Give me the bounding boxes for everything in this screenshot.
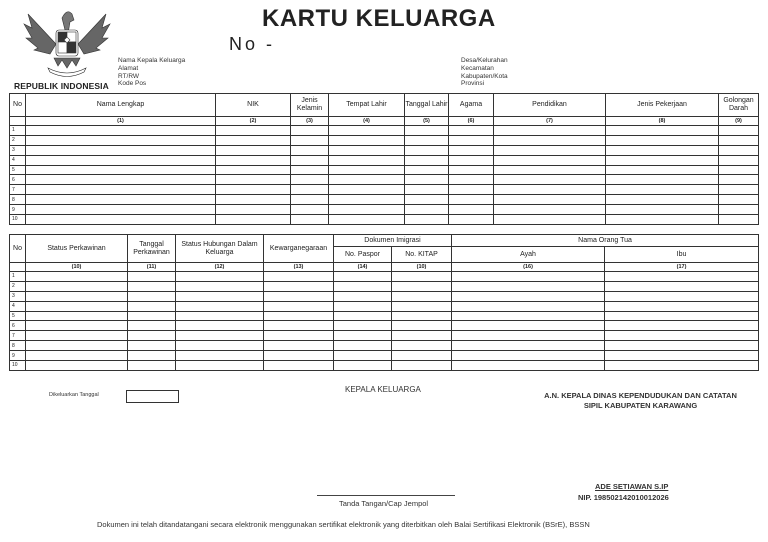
- table-cell: [405, 145, 449, 155]
- table-cell: [494, 145, 606, 155]
- table-cell: [264, 291, 334, 301]
- table-cell: [719, 155, 759, 165]
- table-cell: [449, 165, 494, 175]
- table-cell: [719, 126, 759, 136]
- table-cell: [719, 165, 759, 175]
- table-cell: [605, 321, 759, 331]
- table-cell: [494, 155, 606, 165]
- row-number: 6: [10, 321, 26, 331]
- col-header-jenis-pekerjaan: Jenis Pekerjaan: [606, 94, 719, 117]
- signatory-authority: [533, 391, 748, 411]
- col-header-agama: Agama: [449, 94, 494, 117]
- table-cell: [216, 195, 291, 205]
- table-cell: [291, 165, 329, 175]
- table-cell: [26, 281, 128, 291]
- family-status-table: [9, 234, 759, 371]
- table-cell: [26, 135, 216, 145]
- table-cell: [334, 272, 392, 282]
- table1-header-row: [10, 94, 759, 117]
- table1-column-number-row: [10, 117, 759, 126]
- table-cell: [405, 126, 449, 136]
- table-cell: [334, 321, 392, 331]
- table-cell: [334, 311, 392, 321]
- table-cell: [26, 185, 216, 195]
- table2-header-row: [10, 235, 759, 247]
- table-cell: [264, 351, 334, 361]
- row-number: 4: [10, 301, 26, 311]
- table-row: [10, 135, 759, 145]
- table-cell: [494, 175, 606, 185]
- col-header-kewarganegaraan: Kewarganegaraan: [264, 235, 334, 263]
- table-cell: [392, 272, 452, 282]
- table-cell: [605, 291, 759, 301]
- table-cell: [334, 331, 392, 341]
- table-cell: [329, 126, 405, 136]
- table-cell: [128, 311, 176, 321]
- table-cell: [606, 155, 719, 165]
- authority-line-2: SIPIL KABUPATEN KARAWANG: [583, 401, 698, 410]
- family-members-table: [9, 93, 759, 225]
- col-number: (4): [329, 117, 405, 126]
- table-cell: [405, 185, 449, 195]
- row-number: 2: [10, 281, 26, 291]
- table-cell: [405, 165, 449, 175]
- table-cell: [449, 185, 494, 195]
- table-cell: [26, 145, 216, 155]
- table-cell: [176, 321, 264, 331]
- table-cell: [452, 272, 605, 282]
- table-cell: [452, 311, 605, 321]
- table-cell: [605, 331, 759, 341]
- row-number: 8: [10, 195, 26, 205]
- table-cell: [216, 155, 291, 165]
- table-cell: [606, 145, 719, 155]
- table-cell: [606, 185, 719, 195]
- table-row: [10, 215, 759, 225]
- table-cell: [449, 135, 494, 145]
- table-cell: [291, 175, 329, 185]
- signature-line: [317, 495, 455, 496]
- table-cell: [128, 301, 176, 311]
- table-cell: [176, 331, 264, 341]
- table-cell: [494, 126, 606, 136]
- col-number: (14): [334, 263, 392, 272]
- row-number: 10: [10, 215, 26, 225]
- table-cell: [392, 341, 452, 351]
- col-header-golongan-darah: Golongan Darah: [719, 94, 759, 117]
- table-row: [10, 311, 759, 321]
- official-name: ADE SETIAWAN S.IP: [595, 482, 669, 491]
- table-cell: [719, 205, 759, 215]
- table-cell: [176, 301, 264, 311]
- field-label-kepala-keluarga: Nama Kepala Keluarga: [118, 57, 186, 64]
- table-cell: [128, 321, 176, 331]
- document-title: KARTU KELUARGA: [262, 5, 496, 32]
- table-cell: [606, 215, 719, 225]
- table-cell: [452, 341, 605, 351]
- table-cell: [392, 361, 452, 371]
- table-row: [10, 185, 759, 195]
- table-cell: [26, 175, 216, 185]
- col-header-no: No: [10, 235, 26, 263]
- row-number: 4: [10, 155, 26, 165]
- table-cell: [329, 195, 405, 205]
- row-number: 7: [10, 185, 26, 195]
- table-cell: [329, 145, 405, 155]
- table-cell: [452, 351, 605, 361]
- table-cell: [719, 185, 759, 195]
- row-number: 1: [10, 272, 26, 282]
- table-cell: [26, 165, 216, 175]
- table-cell: [392, 331, 452, 341]
- table-cell: [452, 281, 605, 291]
- table-cell: [329, 185, 405, 195]
- row-number: 6: [10, 175, 26, 185]
- table-cell: [605, 311, 759, 321]
- table-cell: [329, 205, 405, 215]
- table-cell: [494, 165, 606, 175]
- table-cell: [216, 185, 291, 195]
- table-cell: [176, 351, 264, 361]
- table-cell: [606, 135, 719, 145]
- table-cell: [405, 155, 449, 165]
- table-cell: [719, 145, 759, 155]
- col-number: (2): [216, 117, 291, 126]
- col-header-nama-lengkap: Nama Lengkap: [26, 94, 216, 117]
- col-header-tanggal-perkawinan: Tanggal Perkawinan: [128, 235, 176, 263]
- table2-column-number-row: [10, 263, 759, 272]
- table-cell: [216, 165, 291, 175]
- table-cell: [449, 195, 494, 205]
- table-cell: [128, 351, 176, 361]
- table-cell: [264, 331, 334, 341]
- table-row: [10, 272, 759, 282]
- col-number: (9): [719, 117, 759, 126]
- table-cell: [26, 215, 216, 225]
- table-cell: [176, 272, 264, 282]
- col-header-tanggal-lahir: Tanggal Lahir: [405, 94, 449, 117]
- table-cell: [494, 205, 606, 215]
- col-header-ayah: Ayah: [452, 247, 605, 263]
- col-header-no: No: [10, 94, 26, 117]
- table-cell: [449, 145, 494, 155]
- table-cell: [392, 321, 452, 331]
- col-header-jenis-kelamin: Jenis Kelamin: [291, 94, 329, 117]
- table-cell: [26, 311, 128, 321]
- table-cell: [176, 361, 264, 371]
- table-row: [10, 155, 759, 165]
- col-header-status-hubungan: Status Hubungan Dalam Keluarga: [176, 235, 264, 263]
- table-cell: [334, 291, 392, 301]
- table-cell: [606, 195, 719, 205]
- col-number: (10): [392, 263, 452, 272]
- table-cell: [392, 291, 452, 301]
- row-number: 2: [10, 135, 26, 145]
- table-cell: [329, 135, 405, 145]
- table-cell: [176, 291, 264, 301]
- table-cell: [392, 281, 452, 291]
- table-cell: [405, 205, 449, 215]
- col-header-dokumen-imigrasi: Dokumen Imigrasi: [334, 235, 452, 247]
- col-number: (5): [405, 117, 449, 126]
- table-cell: [405, 195, 449, 205]
- table-row: [10, 175, 759, 185]
- household-info-right: [461, 57, 508, 88]
- field-label-desa: Desa/Kelurahan: [461, 57, 508, 64]
- table-cell: [291, 135, 329, 145]
- table-cell: [605, 341, 759, 351]
- col-header-no-kitap: No. KITAP: [392, 247, 452, 263]
- electronic-signature-disclaimer: Dokumen ini telah ditandatangani secara elektronik menggunakan sertifikat elektronik yang diterbitkan oleh Balai Sertifikasi Elektronik (BSrE), BSSN: [97, 520, 590, 529]
- table-row: [10, 205, 759, 215]
- table-cell: [264, 301, 334, 311]
- table-cell: [216, 215, 291, 225]
- table-cell: [449, 126, 494, 136]
- table-cell: [264, 311, 334, 321]
- table-cell: [719, 215, 759, 225]
- row-number: 7: [10, 331, 26, 341]
- col-number: (11): [128, 263, 176, 272]
- table-cell: [291, 145, 329, 155]
- field-label-provinsi: Provinsi: [461, 80, 485, 88]
- dikeluarkan-tanggal-label: Dikeluarkan Tanggal: [49, 392, 99, 398]
- col-header-no-paspor: No. Paspor: [334, 247, 392, 263]
- table-cell: [216, 175, 291, 185]
- kepala-keluarga-label: KEPALA KELUARGA: [345, 385, 421, 394]
- table-cell: [26, 351, 128, 361]
- table-cell: [26, 272, 128, 282]
- table-cell: [392, 311, 452, 321]
- col-number: (17): [605, 263, 759, 272]
- row-number: 9: [10, 205, 26, 215]
- table-cell: [176, 311, 264, 321]
- table-cell: [216, 205, 291, 215]
- field-label-rt-rw: RT/RW: [118, 72, 140, 80]
- republik-indonesia-label: REPUBLIK INDONESIA: [14, 81, 109, 91]
- issue-date-box: [126, 390, 179, 403]
- col-header-ibu: Ibu: [605, 247, 759, 263]
- col-header-pendidikan: Pendidikan: [494, 94, 606, 117]
- table-cell: [26, 341, 128, 351]
- row-number: 1: [10, 126, 26, 136]
- table-row: [10, 165, 759, 175]
- household-info-left: [118, 57, 185, 88]
- table-cell: [128, 331, 176, 341]
- table-row: [10, 291, 759, 301]
- row-number: 3: [10, 291, 26, 301]
- row-number: 8: [10, 341, 26, 351]
- col-number: (8): [606, 117, 719, 126]
- field-label-kecamatan: Kecamatan: [461, 64, 494, 72]
- table-cell: [494, 185, 606, 195]
- table-cell: [494, 135, 606, 145]
- col-header-nama-orang-tua: Nama Orang Tua: [452, 235, 759, 247]
- table-cell: [264, 281, 334, 291]
- table-row: [10, 361, 759, 371]
- table-cell: [176, 341, 264, 351]
- table-cell: [291, 126, 329, 136]
- table-row: [10, 301, 759, 311]
- row-number: 5: [10, 311, 26, 321]
- table-cell: [405, 215, 449, 225]
- table-cell: [26, 361, 128, 371]
- table-cell: [216, 145, 291, 155]
- col-number: (10): [26, 263, 128, 272]
- table-cell: [334, 361, 392, 371]
- table-cell: [128, 361, 176, 371]
- col-number: (3): [291, 117, 329, 126]
- table-cell: [329, 215, 405, 225]
- col-header-nik: NIK: [216, 94, 291, 117]
- table-cell: [329, 155, 405, 165]
- table-cell: [452, 361, 605, 371]
- table-row: [10, 331, 759, 341]
- table-cell: [452, 321, 605, 331]
- table-cell: [291, 215, 329, 225]
- table-cell: [26, 205, 216, 215]
- table-cell: [452, 291, 605, 301]
- table-cell: [605, 351, 759, 361]
- table-cell: [329, 165, 405, 175]
- table-cell: [264, 321, 334, 331]
- table-cell: [449, 205, 494, 215]
- table-cell: [334, 341, 392, 351]
- table-cell: [264, 272, 334, 282]
- table-row: [10, 341, 759, 351]
- table-cell: [26, 301, 128, 311]
- table-cell: [449, 175, 494, 185]
- table-cell: [264, 341, 334, 351]
- row-number: 10: [10, 361, 26, 371]
- table-cell: [452, 301, 605, 311]
- table-cell: [405, 175, 449, 185]
- table-cell: [719, 175, 759, 185]
- table-cell: [26, 195, 216, 205]
- col-number: (13): [264, 263, 334, 272]
- table-cell: [494, 195, 606, 205]
- table-cell: [329, 175, 405, 185]
- col-number: (12): [176, 263, 264, 272]
- table-row: [10, 195, 759, 205]
- table-row: [10, 126, 759, 136]
- table-cell: [26, 126, 216, 136]
- table-cell: [128, 272, 176, 282]
- official-nip: NIP. 198502142010012026: [578, 493, 669, 502]
- table-cell: [128, 291, 176, 301]
- field-label-alamat: Alamat: [118, 64, 139, 72]
- table-row: [10, 281, 759, 291]
- col-header-status-perkawinan: Status Perkawinan: [26, 235, 128, 263]
- table-row: [10, 145, 759, 155]
- col-header-tempat-lahir: Tempat Lahir: [329, 94, 405, 117]
- table-cell: [334, 281, 392, 291]
- authority-line-1: A.N. KEPALA DINAS KEPENDUDUKAN DAN CATATAN: [544, 391, 737, 400]
- table-cell: [128, 341, 176, 351]
- table-cell: [719, 195, 759, 205]
- table-cell: [449, 215, 494, 225]
- col-number: (7): [494, 117, 606, 126]
- table-cell: [291, 185, 329, 195]
- table-cell: [334, 351, 392, 361]
- table-row: [10, 321, 759, 331]
- col-number: (1): [26, 117, 216, 126]
- table-cell: [334, 301, 392, 311]
- table-cell: [606, 126, 719, 136]
- table-cell: [494, 215, 606, 225]
- table-cell: [216, 135, 291, 145]
- table-cell: [26, 155, 216, 165]
- garuda-emblem: [22, 4, 112, 82]
- table-cell: [26, 291, 128, 301]
- table-cell: [291, 195, 329, 205]
- table-cell: [605, 361, 759, 371]
- table-cell: [719, 135, 759, 145]
- table-cell: [605, 301, 759, 311]
- table-cell: [128, 281, 176, 291]
- row-number: 9: [10, 351, 26, 361]
- table-cell: [176, 281, 264, 291]
- table-cell: [264, 361, 334, 371]
- table-cell: [606, 165, 719, 175]
- field-label-kabupaten: Kabupaten/Kota: [461, 72, 508, 80]
- kk-number-label: No -: [229, 34, 276, 54]
- row-number: 5: [10, 165, 26, 175]
- table-cell: [606, 175, 719, 185]
- col-number: (6): [449, 117, 494, 126]
- table-cell: [216, 126, 291, 136]
- tanda-tangan-label: Tanda Tangan/Cap Jempol: [339, 499, 429, 508]
- table-cell: [291, 155, 329, 165]
- table-cell: [452, 331, 605, 341]
- table-cell: [605, 281, 759, 291]
- table-cell: [605, 272, 759, 282]
- table-cell: [26, 321, 128, 331]
- table-cell: [449, 155, 494, 165]
- table-cell: [26, 331, 128, 341]
- table-cell: [291, 205, 329, 215]
- table-cell: [392, 351, 452, 361]
- table-cell: [392, 301, 452, 311]
- table-row: [10, 351, 759, 361]
- table-cell: [405, 135, 449, 145]
- row-number: 3: [10, 145, 26, 155]
- col-number: (16): [452, 263, 605, 272]
- table-cell: [606, 205, 719, 215]
- field-label-kode-pos: Kode Pos: [118, 80, 147, 88]
